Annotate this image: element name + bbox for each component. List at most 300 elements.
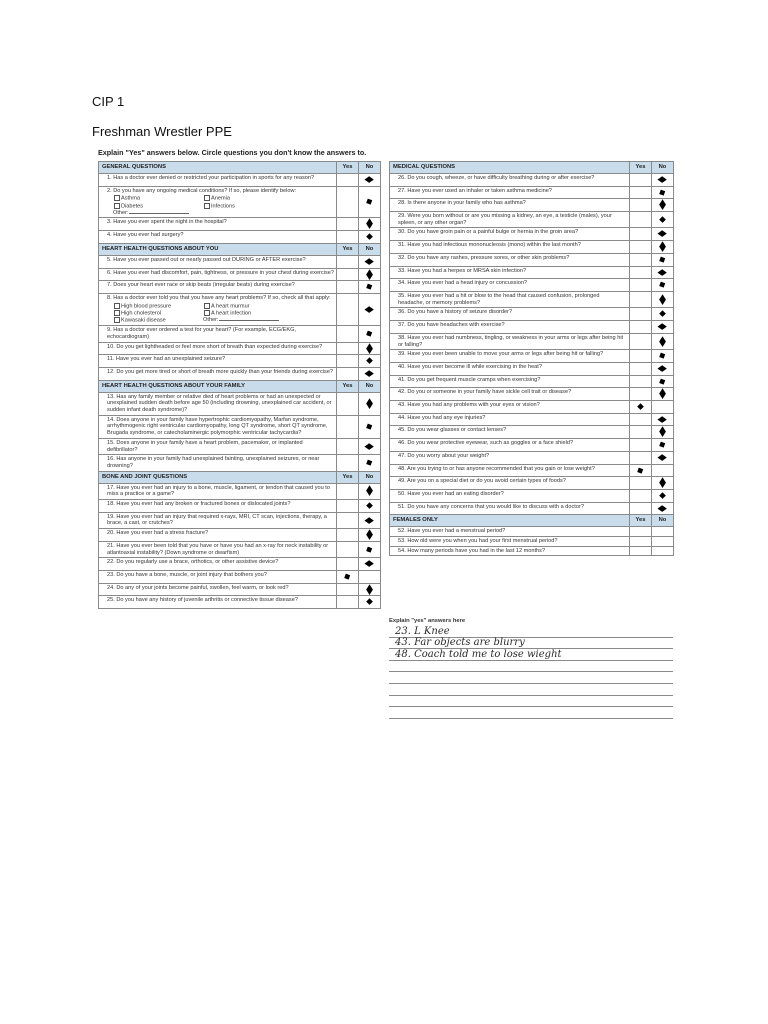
condition-options (107, 303, 334, 325)
answer-mark: ⬥ (365, 303, 374, 314)
explain-line[interactable] (389, 707, 673, 719)
no-answer-cell[interactable] (359, 596, 381, 609)
no-answer-cell[interactable] (359, 392, 381, 415)
no-answer-cell[interactable] (652, 291, 674, 307)
explain-line[interactable] (389, 672, 673, 684)
no-answer-cell[interactable] (359, 173, 381, 186)
question-cell (390, 537, 630, 547)
yes-answer-cell[interactable] (337, 500, 359, 513)
condition-option[interactable] (203, 195, 313, 202)
no-answer-cell[interactable] (359, 500, 381, 513)
explain-line[interactable] (389, 626, 673, 638)
right-questions-table (389, 161, 674, 556)
question-cell (99, 512, 337, 528)
other-label: Other: (113, 209, 129, 216)
question-row (99, 455, 381, 471)
question-row (99, 268, 381, 281)
question-text: 10. Do you get lightheaded or feel more short of breath than expected during exercise? (107, 343, 323, 350)
checkbox[interactable] (114, 203, 120, 209)
answer-mark: ⬥ (366, 394, 373, 411)
question-text: 5. Have you ever passed out or nearly passed out DURING or AFTER exercise? (107, 256, 306, 263)
explain-line[interactable] (389, 661, 673, 673)
yes-answer-cell[interactable] (630, 527, 652, 537)
condition-option[interactable] (113, 203, 203, 210)
section-title: FEMALES ONLY (390, 515, 630, 527)
question-cell (390, 266, 630, 279)
no-answer-cell[interactable] (652, 502, 674, 515)
yes-answer-cell[interactable] (337, 186, 359, 218)
question-cell (99, 326, 337, 342)
explain-line[interactable] (389, 649, 673, 661)
section-title: GENERAL QUESTIONS (99, 162, 337, 174)
yes-answer-cell[interactable] (337, 355, 359, 368)
question-cell (99, 293, 337, 325)
yes-answer-cell[interactable] (630, 253, 652, 266)
option-label: A heart infection (211, 310, 252, 317)
no-answer-cell[interactable] (359, 438, 381, 454)
question-cell (390, 291, 630, 307)
question-cell (390, 477, 630, 490)
yes-answer-cell[interactable] (630, 502, 652, 515)
yes-answer-cell[interactable] (630, 451, 652, 464)
handwritten-answer: 48. Coach told me to lose wieght (395, 648, 562, 660)
explain-label: Explain "yes" answers here (389, 618, 466, 624)
question-cell (390, 279, 630, 292)
section-title: BONE AND JOINT QUESTIONS (99, 471, 337, 483)
question-cell (99, 438, 337, 454)
no-answer-cell[interactable] (359, 355, 381, 368)
yes-answer-cell[interactable] (337, 558, 359, 571)
answer-mark: ⬥ (659, 237, 666, 254)
question-cell (99, 455, 337, 471)
checkbox[interactable] (114, 317, 120, 323)
answer-mark: ⬥ (658, 362, 667, 373)
question-row (99, 367, 381, 380)
question-row (390, 546, 674, 556)
right-section-header (390, 162, 674, 174)
section-title: MEDICAL QUESTIONS (390, 162, 630, 174)
question-cell (99, 483, 337, 499)
yes-answer-cell[interactable] (630, 321, 652, 334)
option-label: High blood pressure (121, 303, 172, 310)
question-row (99, 173, 381, 186)
yes-answer-cell[interactable] (630, 464, 652, 477)
left-section-header (99, 162, 381, 174)
question-row (390, 241, 674, 254)
condition-option[interactable] (113, 317, 203, 324)
question-row (99, 281, 381, 294)
question-cell (99, 268, 337, 281)
question-cell (390, 527, 630, 537)
question-row (99, 483, 381, 499)
no-answer-cell[interactable] (652, 401, 674, 414)
question-text: 50. Have you ever had an eating disorder? (398, 490, 504, 497)
yes-answer-cell[interactable] (630, 212, 652, 228)
question-text: 29. Were you born without or are you missing a kidney, an eye, a testicle (males), your spleen, or any other organ? (398, 213, 612, 226)
question-row (390, 489, 674, 502)
question-text: 15. Does anyone in your family have a heart problem, pacemaker, or implanted defibrillator? (107, 439, 303, 453)
yes-answer-cell[interactable] (630, 186, 652, 199)
yes-answer-cell[interactable] (337, 455, 359, 471)
left-section-header (99, 380, 381, 392)
no-answer-cell[interactable] (359, 483, 381, 499)
yes-answer-cell[interactable] (630, 362, 652, 375)
question-row (390, 199, 674, 212)
answer-mark: ⬥ (635, 463, 646, 476)
yes-answer-cell[interactable] (337, 392, 359, 415)
answer-mark: ⬥ (365, 440, 374, 451)
yes-answer-cell[interactable] (337, 293, 359, 325)
yes-answer-cell[interactable] (630, 266, 652, 279)
no-answer-cell[interactable] (652, 546, 674, 556)
question-cell (390, 212, 630, 228)
question-row (99, 326, 381, 342)
question-text: 46. Do you wear protective eyewear, such as goggles or a face shield? (398, 440, 574, 447)
yes-answer-cell[interactable] (337, 415, 359, 438)
no-answer-cell[interactable] (652, 451, 674, 464)
yes-column-header: Yes (630, 515, 652, 527)
answer-mark: ⬥ (342, 570, 353, 582)
question-cell (99, 558, 337, 571)
no-answer-cell[interactable] (652, 489, 674, 502)
question-row (99, 293, 381, 325)
condition-option[interactable] (203, 303, 313, 310)
checkbox[interactable] (204, 203, 210, 209)
yes-answer-cell[interactable] (630, 241, 652, 254)
no-answer-cell[interactable] (359, 580, 381, 597)
question-cell (390, 241, 630, 254)
no-answer-cell[interactable] (652, 350, 674, 363)
answer-mark: ⬥ (658, 228, 667, 239)
option-label: A heart murmur (211, 303, 250, 310)
no-answer-cell[interactable] (652, 423, 674, 440)
yes-answer-cell[interactable] (630, 426, 652, 439)
question-text: 34. Have you ever had a head injury or concussion? (398, 280, 528, 287)
question-cell (99, 392, 337, 415)
document-title: CIP 1 (92, 94, 125, 109)
other-input-line[interactable] (219, 320, 279, 321)
question-text: 33. Have you had a herpes or MRSA skin infection? (398, 267, 527, 274)
question-row (390, 308, 674, 321)
condition-option[interactable] (113, 303, 203, 310)
question-text: 47. Do you worry about your weight? (398, 452, 490, 459)
yes-answer-cell[interactable] (630, 291, 652, 307)
yes-answer-cell[interactable] (630, 489, 652, 502)
yes-answer-cell[interactable] (630, 537, 652, 547)
question-cell (99, 281, 337, 294)
no-answer-cell[interactable] (652, 212, 674, 228)
yes-answer-cell[interactable] (337, 583, 359, 596)
option-label: Asthma (121, 195, 140, 202)
yes-answer-cell[interactable] (630, 413, 652, 426)
answer-mark: ⬥ (364, 456, 375, 469)
answer-mark: ⬥ (659, 290, 666, 307)
question-row (390, 266, 674, 279)
yes-answer-cell[interactable] (630, 477, 652, 490)
answer-mark: ⬥ (365, 255, 374, 266)
yes-answer-cell[interactable] (337, 570, 359, 583)
answer-mark: ⬥ (366, 500, 373, 511)
yes-answer-cell[interactable] (337, 342, 359, 355)
question-cell (390, 464, 630, 477)
question-row (390, 451, 674, 464)
yes-answer-cell[interactable] (337, 326, 359, 342)
other-label: Other: (203, 316, 219, 323)
question-row (99, 512, 381, 528)
question-text: 20. Have you ever had a stress fracture? (107, 530, 209, 537)
question-text: 2. Do you have any ongoing medical conditions? If so, please identify below: (107, 187, 297, 194)
question-row (390, 464, 674, 477)
no-column-header: No (359, 380, 381, 392)
yes-answer-cell[interactable] (630, 388, 652, 401)
question-cell (390, 426, 630, 439)
answer-mark: ⬥ (659, 489, 666, 500)
question-row (390, 173, 674, 186)
no-answer-cell[interactable] (652, 279, 674, 292)
question-text: 13. Has any family member or relative died of heart problems or had an unexpected or unexplained sudden death before age 50 (including drowning, unexplained car accident, or sudden infant death syndrome)? (107, 393, 332, 414)
no-answer-cell[interactable] (359, 265, 381, 282)
yes-answer-cell[interactable] (337, 438, 359, 454)
question-row (390, 228, 674, 241)
yes-answer-cell[interactable] (630, 308, 652, 321)
condition-option[interactable] (203, 203, 313, 210)
yes-answer-cell[interactable] (337, 541, 359, 557)
question-text: 12. Do you get more tired or short of breath more quickly than your friends during exercise? (107, 368, 334, 375)
yes-column-header: Yes (630, 162, 652, 174)
yes-answer-cell[interactable] (630, 199, 652, 212)
answer-mark: ⬥ (658, 502, 667, 513)
yes-answer-cell[interactable] (630, 546, 652, 556)
yes-answer-cell[interactable] (337, 596, 359, 609)
question-cell (390, 413, 630, 426)
yes-answer-cell[interactable] (337, 483, 359, 499)
yes-answer-cell[interactable] (630, 333, 652, 349)
answer-mark: ⬥ (658, 413, 667, 424)
no-answer-cell[interactable] (359, 186, 381, 218)
question-text: 18. Have you ever had any broken or fractured bones or dislocated joints? (107, 501, 291, 508)
no-answer-cell[interactable] (652, 266, 674, 279)
checkbox[interactable] (204, 310, 210, 316)
answer-mark: ⬥ (365, 558, 374, 569)
no-answer-cell[interactable] (652, 473, 674, 490)
right-section-header (390, 515, 674, 527)
question-cell (390, 321, 630, 334)
question-row (99, 596, 381, 609)
answer-mark: ⬥ (659, 473, 666, 490)
no-answer-cell[interactable] (359, 215, 381, 232)
yes-answer-cell[interactable] (630, 279, 652, 292)
yes-answer-cell[interactable] (337, 512, 359, 528)
condition-option[interactable] (113, 195, 203, 202)
question-row (390, 362, 674, 375)
question-text: 21. Have you ever been told that you have or have you had an x-ray for neck instability or atlantoaxial instability? (Down syndrome or dwarfism) (107, 542, 329, 556)
checkbox[interactable] (114, 303, 120, 309)
no-answer-cell[interactable] (652, 253, 674, 266)
answer-mark: ⬥ (366, 482, 373, 499)
question-row (390, 388, 674, 401)
question-text: 26. Do you cough, wheeze, or have difficulty breathing during or after exercise? (398, 174, 595, 181)
answer-mark: ⬥ (364, 280, 375, 293)
question-cell (99, 255, 337, 268)
question-cell (390, 401, 630, 414)
question-text: 35. Have you ever had a hit or blow to the head that caused confusion, prolonged headache, or memory problems? (398, 292, 600, 306)
no-answer-cell[interactable] (652, 527, 674, 537)
question-row (390, 186, 674, 199)
no-answer-cell[interactable] (359, 293, 381, 325)
answer-mark: ⬥ (366, 265, 373, 282)
question-cell (390, 388, 630, 401)
no-column-header: No (359, 162, 381, 174)
no-column-header: No (652, 162, 674, 174)
no-answer-cell[interactable] (652, 308, 674, 321)
explain-line[interactable] (389, 638, 673, 650)
checkbox[interactable] (114, 310, 120, 316)
question-row (99, 541, 381, 557)
no-answer-cell[interactable] (359, 558, 381, 571)
no-answer-cell[interactable] (652, 333, 674, 349)
question-cell (99, 342, 337, 355)
no-answer-cell[interactable] (359, 415, 381, 438)
other-field[interactable] (113, 210, 203, 217)
no-answer-cell[interactable] (652, 537, 674, 547)
question-cell (390, 186, 630, 199)
no-answer-cell[interactable] (652, 385, 674, 402)
question-row (99, 438, 381, 454)
no-column-header: No (359, 471, 381, 483)
no-answer-cell[interactable] (652, 321, 674, 334)
question-row (99, 231, 381, 244)
question-row (99, 392, 381, 415)
option-label: Diabetes (121, 203, 144, 210)
yes-answer-cell[interactable] (337, 218, 359, 231)
no-answer-cell[interactable] (359, 367, 381, 380)
question-text: 36. Do you have a history of seizure disorder? (398, 309, 513, 316)
document-subtitle: Freshman Wrestler PPE (92, 124, 232, 139)
question-text: 23. Do you have a bone, muscle, or joint injury that bothers you? (107, 571, 267, 578)
question-row (99, 529, 381, 542)
answer-mark: ⬥ (366, 339, 373, 356)
checkbox[interactable] (114, 195, 120, 201)
yes-answer-cell[interactable] (337, 367, 359, 380)
question-text: 14. Does anyone in your family have hypertrophic cardiomyopathy, Marfan syndrome, arrhythmogenic right ventricular cardiomyopathy, long QT syndrome, short QT syndrome, Brugada syndrome, or catecholaminergic polymorphic ventricular tachycardia? (107, 416, 328, 437)
section-title: HEART HEALTH QUESTIONS ABOUT YOU (99, 243, 337, 255)
no-answer-cell[interactable] (359, 455, 381, 471)
yes-answer-cell[interactable] (337, 255, 359, 268)
question-row (390, 321, 674, 334)
answer-mark: ⬥ (659, 308, 666, 319)
no-column-header: No (359, 243, 381, 255)
no-answer-cell[interactable] (359, 541, 381, 557)
other-input-line[interactable] (129, 213, 189, 214)
yes-answer-cell[interactable] (630, 439, 652, 452)
answer-mark: ⬥ (659, 385, 666, 402)
question-cell (390, 308, 630, 321)
condition-option[interactable] (203, 310, 313, 317)
question-text: 25. Do you have any history of juvenile arthritis or connective tissue disease? (107, 597, 298, 604)
no-answer-cell[interactable] (652, 439, 674, 452)
question-cell (99, 367, 337, 380)
no-answer-cell[interactable] (359, 281, 381, 294)
question-row (390, 413, 674, 426)
question-text: 32. Do you have any rashes, pressure sores, or other skin problems? (398, 254, 570, 261)
question-row (390, 253, 674, 266)
left-section-header (99, 471, 381, 483)
question-cell (390, 375, 630, 388)
yes-answer-cell[interactable] (337, 281, 359, 294)
explain-line[interactable] (389, 684, 673, 696)
answer-mark: ⬥ (659, 423, 666, 440)
question-cell (390, 333, 630, 349)
checkbox[interactable] (204, 195, 210, 201)
question-row (390, 527, 674, 537)
yes-answer-cell[interactable] (337, 529, 359, 542)
question-row (390, 333, 674, 349)
no-answer-cell[interactable] (359, 231, 381, 244)
other-field[interactable] (203, 317, 313, 324)
question-text: 51. Do you have any concerns that you would like to discuss with a doctor? (398, 503, 584, 510)
question-cell (390, 439, 630, 452)
question-text: 4. Have you ever had surgery? (107, 232, 184, 239)
yes-answer-cell[interactable] (337, 268, 359, 281)
question-text: 17. Have you ever had an injury to a bone, muscle, ligament, or tendon that caused you to miss a practice or a game? (107, 484, 330, 498)
no-answer-cell[interactable] (652, 362, 674, 375)
question-row (390, 439, 674, 452)
no-answer-cell[interactable] (652, 196, 674, 213)
yes-column-header: Yes (337, 471, 359, 483)
yes-answer-cell[interactable] (630, 228, 652, 241)
answer-mark: ⬥ (657, 349, 668, 362)
answer-mark: ⬥ (366, 231, 373, 242)
question-row (390, 502, 674, 515)
explain-line[interactable] (389, 696, 673, 708)
answer-mark: ⬥ (365, 173, 374, 184)
answer-mark: ⬥ (657, 253, 668, 265)
question-row (99, 342, 381, 355)
condition-option[interactable] (113, 310, 203, 317)
no-answer-cell[interactable] (359, 339, 381, 356)
yes-answer-cell[interactable] (630, 401, 652, 414)
condition-options (107, 195, 334, 216)
question-text: 48. Are you trying to or has anyone recommended that you gain or lose weight? (398, 465, 595, 472)
yes-answer-cell[interactable] (337, 173, 359, 186)
option-label: Anemia (211, 195, 230, 202)
question-text: 27. Have you ever used an inhaler or taken asthma medicine? (398, 187, 552, 194)
question-row (390, 350, 674, 363)
answer-mark: ⬥ (657, 278, 668, 291)
question-text: 9. Has a doctor ever ordered a test for your heart? (For example, ECG/EKG, echocardiogram) (107, 327, 297, 340)
question-text: 28. Is there anyone in your family who has asthma? (398, 200, 526, 207)
no-answer-cell[interactable] (359, 525, 381, 542)
question-row (99, 255, 381, 268)
yes-answer-cell[interactable] (630, 350, 652, 363)
question-cell (390, 451, 630, 464)
answer-mark: ⬥ (366, 355, 373, 366)
question-row (390, 291, 674, 307)
checkbox[interactable] (204, 303, 210, 309)
left-questions-table (98, 161, 381, 609)
question-row (99, 558, 381, 571)
option-label: Infections (211, 203, 235, 210)
yes-answer-cell[interactable] (630, 173, 652, 186)
question-cell (99, 173, 337, 186)
yes-answer-cell[interactable] (630, 375, 652, 388)
question-cell (99, 415, 337, 438)
yes-answer-cell[interactable] (337, 231, 359, 244)
no-answer-cell[interactable] (652, 173, 674, 186)
no-answer-cell[interactable] (652, 237, 674, 254)
answer-mark: ⬥ (658, 321, 667, 332)
question-cell (99, 231, 337, 244)
